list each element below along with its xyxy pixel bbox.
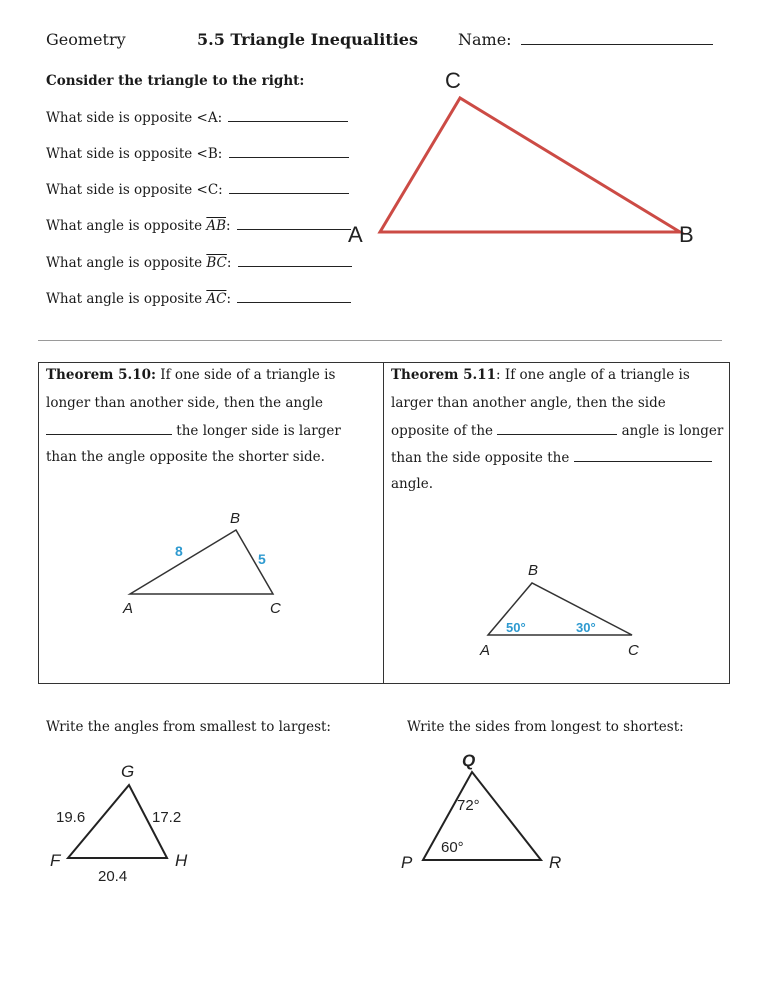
- colon: :: [226, 291, 232, 307]
- answer-blank[interactable]: [229, 181, 349, 194]
- colon: :: [226, 255, 232, 271]
- vertex-c-label: C: [445, 68, 461, 93]
- angle-q-label: 72°: [457, 797, 480, 814]
- theorem-511-line5: angle.: [391, 476, 433, 492]
- side-fg-label: 19.6: [56, 809, 86, 826]
- theorem-text: If one side of a triangle is: [156, 367, 336, 383]
- right-prompt: Write the sides from longest to shortest:: [407, 719, 684, 735]
- segment-label: $\overline{AC}$: [206, 291, 227, 307]
- vertex-c-label: C: [270, 600, 281, 617]
- question-text: What side is opposite <A:: [46, 110, 223, 126]
- theorem-511-line2: larger than another angle, then the side: [391, 395, 666, 411]
- side-gh-label: 17.2: [152, 809, 182, 826]
- vertex-g-label: G: [121, 762, 135, 781]
- left-prompt: Write the angles from smallest to largest:: [46, 719, 331, 735]
- answer-blank[interactable]: [228, 109, 348, 122]
- vertex-h-label: H: [175, 851, 188, 870]
- theorem-511-figure: [470, 555, 660, 665]
- question-5: [46, 254, 352, 271]
- vertex-b-label: B: [528, 562, 539, 579]
- theorem-text: the longer side is larger: [172, 423, 341, 439]
- triangle-abc-small: [130, 530, 273, 594]
- side-fh-label: 20.4: [98, 868, 128, 885]
- question-1: [46, 109, 348, 126]
- angle-p-label: 60°: [441, 839, 464, 856]
- vertex-q-label: Q: [462, 751, 476, 770]
- theorem-511-blank-1[interactable]: [497, 422, 617, 435]
- question-2: [46, 145, 349, 162]
- name-label: Name:: [458, 30, 512, 49]
- theorem-510-line3: [46, 422, 341, 439]
- triangle-abc-figure: [340, 60, 720, 260]
- vertex-f-label: F: [50, 851, 61, 870]
- theorem-510-line4: than the angle opposite the shorter side.: [46, 449, 325, 465]
- side-bc-label: 5: [258, 551, 266, 567]
- segment-label: $\overline{AB}$: [206, 218, 227, 234]
- name-blank[interactable]: [521, 32, 713, 45]
- name-field[interactable]: [458, 30, 713, 49]
- question-text: What angle is opposite: [46, 291, 207, 307]
- answer-blank[interactable]: [238, 254, 352, 267]
- theorem-511-line1: [391, 367, 690, 383]
- question-text: What angle is opposite: [46, 218, 207, 234]
- answer-blank[interactable]: [237, 217, 351, 230]
- vertex-b-label: B: [679, 222, 694, 247]
- vertex-a-label: A: [123, 600, 134, 617]
- consider-heading: Consider the triangle to the right:: [46, 73, 305, 89]
- question-6: [46, 290, 351, 307]
- vertex-a-label: A: [480, 642, 491, 659]
- triangle-fgh-figure: [40, 755, 240, 895]
- theorem-510-line1: [46, 367, 335, 383]
- theorems-divider: [383, 362, 384, 683]
- triangle-abc: [380, 98, 680, 232]
- section-divider: [38, 340, 722, 341]
- vertex-r-label: R: [549, 853, 562, 872]
- question-text: What side is opposite <C:: [46, 182, 223, 198]
- vertex-p-label: P: [401, 853, 413, 872]
- theorem-text: : If one angle of a triangle is: [496, 367, 690, 383]
- segment-label: $\overline{BC}$: [206, 255, 227, 271]
- angle-a-label: 50°: [506, 620, 526, 635]
- theorem-511-line3: [391, 422, 723, 439]
- theorem-511-line4: [391, 449, 712, 466]
- triangle-pqr-figure: [395, 745, 595, 885]
- theorem-510-name: Theorem 5.10:: [46, 367, 157, 383]
- side-ab-label: 8: [175, 543, 183, 559]
- theorem-510-line2: longer than another side, then the angle: [46, 395, 324, 411]
- theorem-511-name: Theorem 5.11: [391, 367, 497, 383]
- theorem-510-blank[interactable]: [46, 422, 172, 435]
- question-4: [46, 217, 351, 234]
- theorem-text: opposite of the: [391, 423, 498, 439]
- theorem-text: angle is longer: [617, 423, 724, 439]
- theorem-510-figure: [95, 496, 315, 636]
- angle-c-label: 30°: [576, 620, 596, 635]
- vertex-a-label: A: [348, 222, 363, 247]
- colon: :: [226, 218, 231, 234]
- subject-label: Geometry: [46, 30, 126, 49]
- theorem-511-blank-2[interactable]: [574, 449, 712, 462]
- theorem-text: than the side opposite the: [391, 450, 574, 466]
- answer-blank[interactable]: [237, 290, 351, 303]
- vertex-c-label: C: [628, 642, 639, 659]
- question-text: What angle is opposite: [46, 255, 207, 271]
- vertex-b-label: B: [230, 510, 241, 527]
- question-3: [46, 181, 349, 198]
- page-title: 5.5 Triangle Inequalities: [197, 30, 418, 49]
- answer-blank[interactable]: [229, 145, 349, 158]
- question-text: What side is opposite <B:: [46, 146, 223, 162]
